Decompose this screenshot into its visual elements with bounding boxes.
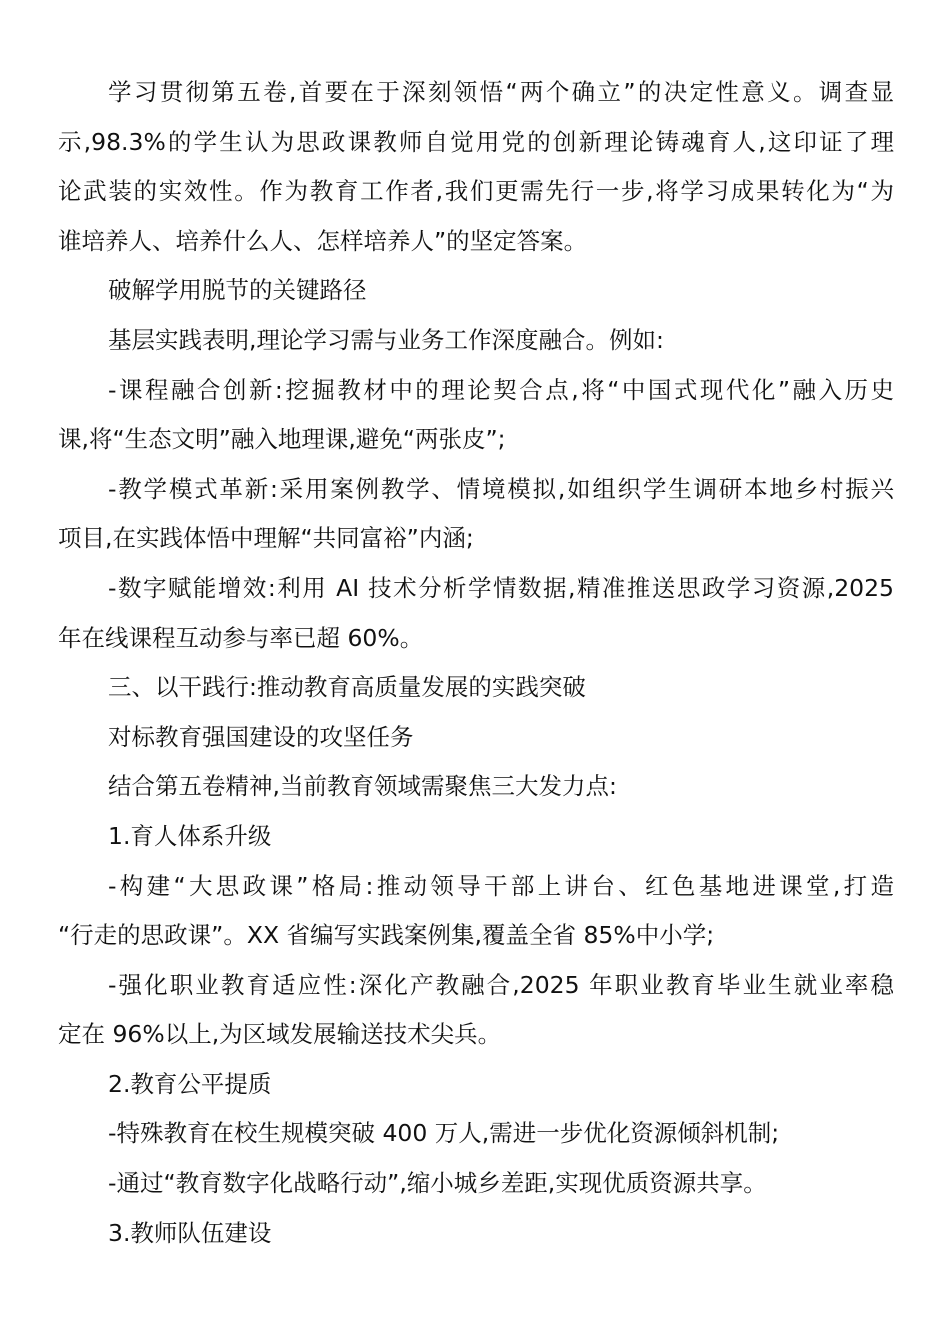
text-line: -通过“教育数字化战略行动”,缩小城乡差距,实现优质资源共享。 <box>108 1169 767 1198</box>
focus-points-paragraph <box>58 762 894 812</box>
heading-text: 1.育人体系升级 <box>108 821 272 850</box>
heading-text: 2.教育公平提质 <box>108 1069 272 1098</box>
text-line: -课程融合创新:挖掘教材中的理论契合点,将“中国式现代化”融入历史 <box>108 375 894 404</box>
subheading-text: 破解学用脱节的关键路径 <box>108 276 367 305</box>
heading-text: 三、以干践行:推动教育高质量发展的实践突破 <box>108 673 586 702</box>
text-line: 项目,在实践体悟中理解“共同富裕”内涵; <box>58 524 474 553</box>
section-heading-three <box>58 663 894 713</box>
text-line: 学习贯彻第五卷,首要在于深刻领悟“两个确立”的决定性意义。调查显 <box>108 78 894 106</box>
list-item-digital-empowerment <box>58 564 894 663</box>
text-line: “行走的思政课”。XX 省编写实践案例集,覆盖全省 85%中小学; <box>58 921 715 950</box>
list-item-course-integration <box>58 366 894 465</box>
numbered-heading-1 <box>58 812 894 862</box>
intro-paragraph <box>58 68 894 266</box>
text-line: -特殊教育在校生规模突破 400 万人,需进一步优化资源倾斜机制; <box>108 1119 780 1148</box>
text-line: -强化职业教育适应性:深化产教融合,2025 年职业教育毕业生就业率稳 <box>108 970 894 999</box>
document-page <box>58 68 894 1258</box>
text-line: 论武装的实效性。作为教育工作者,我们更需先行一步,将学习成果转化为“为 <box>58 177 894 206</box>
practice-paragraph <box>58 316 894 366</box>
list-item-digitalization-action <box>58 1159 894 1209</box>
text-line: 示,98.3%的学生认为思政课教师自觉用党的创新理论铸魂育人,这印证了理 <box>58 127 894 156</box>
list-item-big-ideology-course <box>58 862 894 961</box>
text-line: 课,将“生态文明”融入地理课,避免“两张皮”; <box>58 425 506 454</box>
text-line: -教学模式革新:采用案例教学、情境模拟,如组织学生调研本地乡村振兴 <box>108 474 894 503</box>
section-subheading-path <box>58 266 894 316</box>
text-line: 定在 96%以上,为区域发展输送技术尖兵。 <box>58 1020 502 1049</box>
list-item-teaching-mode <box>58 465 894 564</box>
text-line: 谁培养人、培养什么人、怎样培养人”的坚定答案。 <box>58 226 588 255</box>
list-item-vocational-education <box>58 961 894 1060</box>
text-line: 年在线课程互动参与率已超 60%。 <box>58 623 424 652</box>
text-line: -构建“大思政课”格局:推动领导干部上讲台、红色基地进课堂,打造 <box>108 871 894 900</box>
list-item-special-education <box>58 1109 894 1159</box>
subheading-text: 对标教育强国建设的攻坚任务 <box>108 722 414 751</box>
numbered-heading-3 <box>58 1209 894 1259</box>
section-subheading-tasks <box>58 713 894 763</box>
text-line: 基层实践表明,理论学习需与业务工作深度融合。例如: <box>108 325 664 354</box>
text-line: 结合第五卷精神,当前教育领域需聚焦三大发力点: <box>108 772 617 801</box>
numbered-heading-2 <box>58 1060 894 1110</box>
text-line: -数字赋能增效:利用 AI 技术分析学情数据,精准推送思政学习资源,2025 <box>108 573 894 602</box>
heading-text: 3.教师队伍建设 <box>108 1218 272 1247</box>
